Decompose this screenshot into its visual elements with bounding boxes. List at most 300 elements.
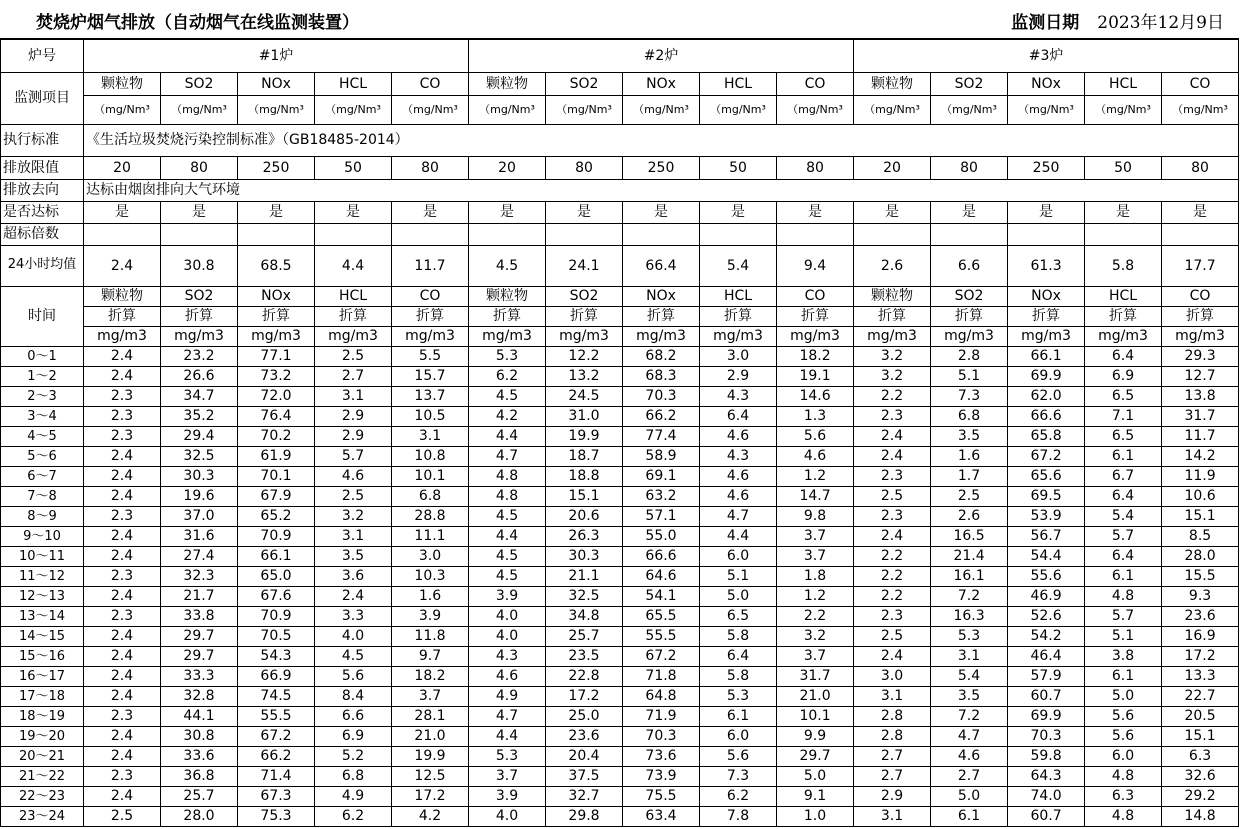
unit-label: mg/m3 bbox=[238, 326, 315, 346]
hour-value: 26.3 bbox=[546, 526, 623, 546]
hour-value: 31.6 bbox=[161, 526, 238, 546]
unit-cell: （mg/Nm³ bbox=[469, 95, 546, 124]
hour-value: 60.7 bbox=[1008, 806, 1085, 826]
hour-value: 2.3 bbox=[854, 606, 931, 626]
hour-value: 3.0 bbox=[392, 546, 469, 566]
hour-value: 14.6 bbox=[777, 386, 854, 406]
exceed-value bbox=[546, 223, 623, 245]
hour-value: 10.6 bbox=[1162, 486, 1239, 506]
hour-value: 68.3 bbox=[623, 366, 700, 386]
unit-label: mg/m3 bbox=[546, 326, 623, 346]
pollutant-header: 颗粒物 bbox=[854, 72, 931, 95]
hour-value: 57.1 bbox=[623, 506, 700, 526]
hour-label: 16～17 bbox=[1, 666, 84, 686]
hour-value: 57.9 bbox=[1008, 666, 1085, 686]
table-row bbox=[1, 606, 1239, 626]
hour-value: 74.5 bbox=[238, 686, 315, 706]
limit-value: 80 bbox=[931, 156, 1008, 179]
hour-label: 18～19 bbox=[1, 706, 84, 726]
hour-value: 4.7 bbox=[469, 706, 546, 726]
hour-value: 3.1 bbox=[854, 686, 931, 706]
calc-label: 折算 bbox=[84, 306, 161, 326]
hour-value: 2.5 bbox=[854, 626, 931, 646]
hour-value: 73.9 bbox=[623, 766, 700, 786]
hour-value: 55.5 bbox=[238, 706, 315, 726]
hour-value: 32.7 bbox=[546, 786, 623, 806]
hour-value: 6.8 bbox=[315, 766, 392, 786]
monitoring-date bbox=[1011, 8, 1224, 33]
hour-value: 2.4 bbox=[84, 526, 161, 546]
pollutant-header: 颗粒物 bbox=[469, 72, 546, 95]
standard-label: 执行标准 bbox=[1, 124, 84, 156]
unit-label: mg/m3 bbox=[469, 326, 546, 346]
hour-value: 5.4 bbox=[1085, 506, 1162, 526]
pollutant-header: NOx bbox=[238, 72, 315, 95]
unit-label: mg/m3 bbox=[931, 326, 1008, 346]
limit-value: 50 bbox=[700, 156, 777, 179]
hour-value: 10.3 bbox=[392, 566, 469, 586]
compliant-value: 是 bbox=[700, 201, 777, 223]
hour-value: 52.6 bbox=[1008, 606, 1085, 626]
pollutant-header: HCL bbox=[1085, 72, 1162, 95]
hour-value: 2.4 bbox=[84, 586, 161, 606]
hour-value: 17.2 bbox=[1162, 646, 1239, 666]
avg24-value: 6.6 bbox=[931, 245, 1008, 286]
hour-value: 5.6 bbox=[1085, 726, 1162, 746]
hour-label: 20～21 bbox=[1, 746, 84, 766]
table-row bbox=[1, 626, 1239, 646]
hour-value: 32.5 bbox=[161, 446, 238, 466]
hour-value: 54.1 bbox=[623, 586, 700, 606]
hour-value: 69.1 bbox=[623, 466, 700, 486]
hour-value: 4.7 bbox=[700, 506, 777, 526]
unit-cell: （mg/Nm³ bbox=[1008, 95, 1085, 124]
hour-value: 6.5 bbox=[700, 606, 777, 626]
hour-value: 65.0 bbox=[238, 566, 315, 586]
avg24-value: 68.5 bbox=[238, 245, 315, 286]
hour-value: 25.7 bbox=[161, 786, 238, 806]
hour-value: 12.7 bbox=[1162, 366, 1239, 386]
hour-value: 33.6 bbox=[161, 746, 238, 766]
unit-label: mg/m3 bbox=[623, 326, 700, 346]
compliant-value: 是 bbox=[84, 201, 161, 223]
hour-value: 5.8 bbox=[700, 626, 777, 646]
hour-value: 4.6 bbox=[700, 486, 777, 506]
hour-value: 3.7 bbox=[777, 646, 854, 666]
hour-value: 7.1 bbox=[1085, 406, 1162, 426]
hour-value: 66.6 bbox=[1008, 406, 1085, 426]
hour-value: 4.2 bbox=[392, 806, 469, 826]
hour-label: 7～8 bbox=[1, 486, 84, 506]
limit-value: 50 bbox=[1085, 156, 1162, 179]
calc-label: 折算 bbox=[1162, 306, 1239, 326]
hour-value: 6.2 bbox=[315, 806, 392, 826]
unit-label: mg/m3 bbox=[1008, 326, 1085, 346]
hour-value: 65.6 bbox=[1008, 466, 1085, 486]
hour-value: 5.6 bbox=[1085, 706, 1162, 726]
hour-value: 14.2 bbox=[1162, 446, 1239, 466]
hour-value: 1.7 bbox=[931, 466, 1008, 486]
hour-value: 4.4 bbox=[469, 726, 546, 746]
hour-label: 8～9 bbox=[1, 506, 84, 526]
hour-value: 15.1 bbox=[1162, 506, 1239, 526]
hour-value: 3.2 bbox=[854, 346, 931, 366]
unit-label: mg/m3 bbox=[84, 326, 161, 346]
hour-value: 6.7 bbox=[1085, 466, 1162, 486]
date-label: 监测日期 bbox=[1011, 13, 1080, 33]
hour-value: 75.5 bbox=[623, 786, 700, 806]
hour-value: 2.4 bbox=[84, 646, 161, 666]
hour-value: 29.7 bbox=[161, 626, 238, 646]
hour-value: 71.8 bbox=[623, 666, 700, 686]
hour-value: 32.6 bbox=[1162, 766, 1239, 786]
hour-label: 23～24 bbox=[1, 806, 84, 826]
hour-value: 21.0 bbox=[392, 726, 469, 746]
pollutant-subheader: 颗粒物 bbox=[854, 286, 931, 306]
hour-value: 2.2 bbox=[854, 546, 931, 566]
calc-label: 折算 bbox=[238, 306, 315, 326]
compliant-value: 是 bbox=[161, 201, 238, 223]
hour-value: 27.4 bbox=[161, 546, 238, 566]
hour-value: 18.7 bbox=[546, 446, 623, 466]
pollutant-header: HCL bbox=[315, 72, 392, 95]
hour-value: 2.7 bbox=[854, 766, 931, 786]
hour-value: 17.2 bbox=[392, 786, 469, 806]
hour-value: 4.9 bbox=[469, 686, 546, 706]
compliant-value: 是 bbox=[1008, 201, 1085, 223]
unit-label: mg/m3 bbox=[854, 326, 931, 346]
hour-value: 16.5 bbox=[931, 526, 1008, 546]
hour-value: 18.2 bbox=[777, 346, 854, 366]
hour-label: 1～2 bbox=[1, 366, 84, 386]
hour-value: 63.4 bbox=[623, 806, 700, 826]
hour-label: 17～18 bbox=[1, 686, 84, 706]
hour-value: 5.5 bbox=[392, 346, 469, 366]
hour-value: 68.2 bbox=[623, 346, 700, 366]
hour-value: 23.5 bbox=[546, 646, 623, 666]
hour-value: 4.7 bbox=[931, 726, 1008, 746]
calc-label: 折算 bbox=[161, 306, 238, 326]
hour-value: 32.5 bbox=[546, 586, 623, 606]
hour-value: 66.1 bbox=[238, 546, 315, 566]
compliant-value: 是 bbox=[315, 201, 392, 223]
hour-value: 12.2 bbox=[546, 346, 623, 366]
hour-value: 5.1 bbox=[700, 566, 777, 586]
hour-value: 67.3 bbox=[238, 786, 315, 806]
pollutant-subheader: 颗粒物 bbox=[469, 286, 546, 306]
hour-label: 4～5 bbox=[1, 426, 84, 446]
hour-value: 3.9 bbox=[469, 586, 546, 606]
hour-value: 69.9 bbox=[1008, 366, 1085, 386]
avg24-value: 11.7 bbox=[392, 245, 469, 286]
pollutant-header: SO2 bbox=[931, 72, 1008, 95]
hour-value: 3.1 bbox=[854, 806, 931, 826]
unit-cell: （mg/Nm³ bbox=[315, 95, 392, 124]
hour-value: 32.8 bbox=[161, 686, 238, 706]
avg24-value: 2.4 bbox=[84, 245, 161, 286]
hour-value: 4.6 bbox=[469, 666, 546, 686]
hour-value: 46.9 bbox=[1008, 586, 1085, 606]
hour-label: 21～22 bbox=[1, 766, 84, 786]
unit-cell: （mg/Nm³ bbox=[238, 95, 315, 124]
limit-value: 20 bbox=[84, 156, 161, 179]
hour-value: 5.2 bbox=[315, 746, 392, 766]
hour-value: 65.2 bbox=[238, 506, 315, 526]
hour-value: 2.7 bbox=[931, 766, 1008, 786]
hour-value: 2.4 bbox=[84, 486, 161, 506]
hour-value: 16.3 bbox=[931, 606, 1008, 626]
hour-value: 11.9 bbox=[1162, 466, 1239, 486]
hour-value: 13.2 bbox=[546, 366, 623, 386]
hour-value: 77.1 bbox=[238, 346, 315, 366]
hour-value: 13.8 bbox=[1162, 386, 1239, 406]
hour-value: 4.5 bbox=[469, 506, 546, 526]
table-row bbox=[1, 766, 1239, 786]
table-row bbox=[1, 746, 1239, 766]
hour-value: 37.5 bbox=[546, 766, 623, 786]
hour-value: 3.2 bbox=[854, 366, 931, 386]
hour-value: 4.6 bbox=[931, 746, 1008, 766]
hour-value: 3.7 bbox=[777, 526, 854, 546]
hour-value: 29.4 bbox=[161, 426, 238, 446]
hour-value: 20.4 bbox=[546, 746, 623, 766]
hour-value: 4.3 bbox=[469, 646, 546, 666]
exceed-label: 超标倍数 bbox=[1, 223, 84, 245]
hour-value: 2.7 bbox=[854, 746, 931, 766]
hour-value: 2.5 bbox=[315, 486, 392, 506]
hour-value: 6.1 bbox=[1085, 566, 1162, 586]
hour-value: 2.4 bbox=[84, 786, 161, 806]
hour-value: 4.8 bbox=[1085, 586, 1162, 606]
hour-value: 9.8 bbox=[777, 506, 854, 526]
hour-value: 54.4 bbox=[1008, 546, 1085, 566]
hour-value: 19.1 bbox=[777, 366, 854, 386]
hour-value: 2.4 bbox=[315, 586, 392, 606]
compliant-value: 是 bbox=[469, 201, 546, 223]
hour-value: 6.2 bbox=[469, 366, 546, 386]
hour-value: 3.7 bbox=[469, 766, 546, 786]
hour-value: 28.0 bbox=[161, 806, 238, 826]
avg24-value: 5.8 bbox=[1085, 245, 1162, 286]
hour-value: 2.2 bbox=[777, 606, 854, 626]
hour-value: 6.6 bbox=[315, 706, 392, 726]
hour-label: 11～12 bbox=[1, 566, 84, 586]
unit-label: mg/m3 bbox=[392, 326, 469, 346]
pollutant-header: 颗粒物 bbox=[84, 72, 161, 95]
hour-value: 6.5 bbox=[1085, 426, 1162, 446]
items-label: 监测项目 bbox=[1, 72, 84, 124]
hour-value: 9.7 bbox=[392, 646, 469, 666]
hour-value: 3.2 bbox=[777, 626, 854, 646]
unit-cell: （mg/Nm³ bbox=[931, 95, 1008, 124]
hour-value: 16.9 bbox=[1162, 626, 1239, 646]
hour-value: 7.3 bbox=[700, 766, 777, 786]
hour-value: 9.9 bbox=[777, 726, 854, 746]
standard-text: 《生活垃圾焚烧污染控制标准》（GB18485-2014） bbox=[84, 124, 1239, 156]
hour-value: 28.0 bbox=[1162, 546, 1239, 566]
avg24-value: 4.5 bbox=[469, 245, 546, 286]
hour-value: 2.4 bbox=[84, 466, 161, 486]
hour-value: 2.9 bbox=[315, 426, 392, 446]
hour-value: 6.8 bbox=[392, 486, 469, 506]
exceed-value bbox=[392, 223, 469, 245]
hour-value: 5.7 bbox=[1085, 606, 1162, 626]
unit-cell: （mg/Nm³ bbox=[854, 95, 931, 124]
hour-value: 2.4 bbox=[854, 446, 931, 466]
hour-value: 33.8 bbox=[161, 606, 238, 626]
hour-value: 31.0 bbox=[546, 406, 623, 426]
compliant-value: 是 bbox=[623, 201, 700, 223]
hour-value: 24.5 bbox=[546, 386, 623, 406]
hour-value: 4.8 bbox=[1085, 806, 1162, 826]
hour-value: 5.6 bbox=[777, 426, 854, 446]
table-row bbox=[1, 426, 1239, 446]
calc-label: 折算 bbox=[777, 306, 854, 326]
hour-value: 19.9 bbox=[546, 426, 623, 446]
exceed-value bbox=[1008, 223, 1085, 245]
hour-value: 14.7 bbox=[777, 486, 854, 506]
hour-value: 37.0 bbox=[161, 506, 238, 526]
hour-value: 7.2 bbox=[931, 706, 1008, 726]
hour-value: 19.6 bbox=[161, 486, 238, 506]
hour-value: 2.4 bbox=[854, 426, 931, 446]
hour-value: 4.4 bbox=[700, 526, 777, 546]
limit-value: 80 bbox=[392, 156, 469, 179]
hour-value: 2.3 bbox=[854, 466, 931, 486]
pollutant-subheader: NOx bbox=[623, 286, 700, 306]
pollutant-subheader: CO bbox=[777, 286, 854, 306]
hour-value: 4.6 bbox=[700, 426, 777, 446]
exceed-value bbox=[315, 223, 392, 245]
hour-value: 32.3 bbox=[161, 566, 238, 586]
hour-value: 6.4 bbox=[1085, 486, 1162, 506]
avg24-value: 17.7 bbox=[1162, 245, 1239, 286]
hour-value: 11.1 bbox=[392, 526, 469, 546]
hour-value: 2.2 bbox=[854, 386, 931, 406]
hour-value: 4.6 bbox=[777, 446, 854, 466]
table-row bbox=[1, 386, 1239, 406]
hour-value: 70.5 bbox=[238, 626, 315, 646]
hour-value: 4.0 bbox=[469, 606, 546, 626]
hour-value: 2.2 bbox=[854, 566, 931, 586]
avg24-value: 4.4 bbox=[315, 245, 392, 286]
hour-value: 71.4 bbox=[238, 766, 315, 786]
hour-value: 10.5 bbox=[392, 406, 469, 426]
compliant-value: 是 bbox=[392, 201, 469, 223]
hour-value: 2.9 bbox=[700, 366, 777, 386]
hour-value: 22.8 bbox=[546, 666, 623, 686]
hour-value: 13.3 bbox=[1162, 666, 1239, 686]
unit-cell: （mg/Nm³ bbox=[546, 95, 623, 124]
pollutant-header: CO bbox=[1162, 72, 1239, 95]
hour-value: 5.3 bbox=[700, 686, 777, 706]
limit-value: 80 bbox=[161, 156, 238, 179]
hour-label: 0～1 bbox=[1, 346, 84, 366]
calc-label: 折算 bbox=[1008, 306, 1085, 326]
hour-value: 5.7 bbox=[315, 446, 392, 466]
avg24-value: 2.6 bbox=[854, 245, 931, 286]
hour-value: 1.3 bbox=[777, 406, 854, 426]
table-row bbox=[1, 506, 1239, 526]
hour-value: 5.8 bbox=[700, 666, 777, 686]
hour-value: 59.8 bbox=[1008, 746, 1085, 766]
hour-value: 6.1 bbox=[1085, 446, 1162, 466]
hour-value: 62.0 bbox=[1008, 386, 1085, 406]
compliant-value: 是 bbox=[1085, 201, 1162, 223]
hour-value: 5.1 bbox=[931, 366, 1008, 386]
hour-value: 19.9 bbox=[392, 746, 469, 766]
hour-value: 75.3 bbox=[238, 806, 315, 826]
pollutant-subheader: SO2 bbox=[931, 286, 1008, 306]
hour-value: 2.9 bbox=[315, 406, 392, 426]
hour-label: 13～14 bbox=[1, 606, 84, 626]
hour-value: 66.9 bbox=[238, 666, 315, 686]
hour-value: 4.5 bbox=[469, 386, 546, 406]
hour-value: 7.8 bbox=[700, 806, 777, 826]
unit-label: mg/m3 bbox=[1085, 326, 1162, 346]
calc-label: 折算 bbox=[546, 306, 623, 326]
pollutant-header: SO2 bbox=[161, 72, 238, 95]
hour-value: 2.8 bbox=[931, 346, 1008, 366]
table-row bbox=[1, 526, 1239, 546]
hour-value: 18.8 bbox=[546, 466, 623, 486]
hour-value: 31.7 bbox=[777, 666, 854, 686]
table-row bbox=[1, 486, 1239, 506]
hour-value: 70.9 bbox=[238, 526, 315, 546]
hour-value: 3.7 bbox=[392, 686, 469, 706]
direction-label: 排放去向 bbox=[1, 179, 84, 201]
hour-value: 2.4 bbox=[84, 686, 161, 706]
pollutant-header: CO bbox=[392, 72, 469, 95]
table-row bbox=[1, 726, 1239, 746]
hour-value: 16.1 bbox=[931, 566, 1008, 586]
hour-label: 14～15 bbox=[1, 626, 84, 646]
hour-value: 56.7 bbox=[1008, 526, 1085, 546]
table-row bbox=[1, 566, 1239, 586]
hour-value: 2.3 bbox=[84, 606, 161, 626]
hour-value: 9.1 bbox=[777, 786, 854, 806]
hour-value: 12.5 bbox=[392, 766, 469, 786]
hour-value: 3.5 bbox=[931, 426, 1008, 446]
pollutant-header: CO bbox=[777, 72, 854, 95]
hour-value: 3.9 bbox=[392, 606, 469, 626]
table-row bbox=[1, 706, 1239, 726]
hour-value: 1.8 bbox=[777, 566, 854, 586]
exceed-value bbox=[238, 223, 315, 245]
hour-value: 67.6 bbox=[238, 586, 315, 606]
hour-value: 1.6 bbox=[931, 446, 1008, 466]
hour-value: 1.2 bbox=[777, 586, 854, 606]
hour-value: 5.7 bbox=[1085, 526, 1162, 546]
compliant-value: 是 bbox=[1162, 201, 1239, 223]
hour-value: 29.3 bbox=[1162, 346, 1239, 366]
limit-value: 20 bbox=[469, 156, 546, 179]
hour-value: 2.4 bbox=[854, 526, 931, 546]
hour-value: 5.0 bbox=[931, 786, 1008, 806]
hour-value: 5.1 bbox=[1085, 626, 1162, 646]
hour-value: 4.4 bbox=[469, 426, 546, 446]
hour-value: 4.7 bbox=[469, 446, 546, 466]
hour-value: 29.7 bbox=[161, 646, 238, 666]
table-row bbox=[1, 806, 1239, 826]
hour-value: 5.6 bbox=[700, 746, 777, 766]
hour-value: 5.3 bbox=[469, 746, 546, 766]
hour-value: 3.2 bbox=[315, 506, 392, 526]
furnace-1-header: #1炉 bbox=[84, 39, 469, 72]
calc-label: 折算 bbox=[469, 306, 546, 326]
hour-value: 23.6 bbox=[1162, 606, 1239, 626]
pollutant-header: HCL bbox=[700, 72, 777, 95]
